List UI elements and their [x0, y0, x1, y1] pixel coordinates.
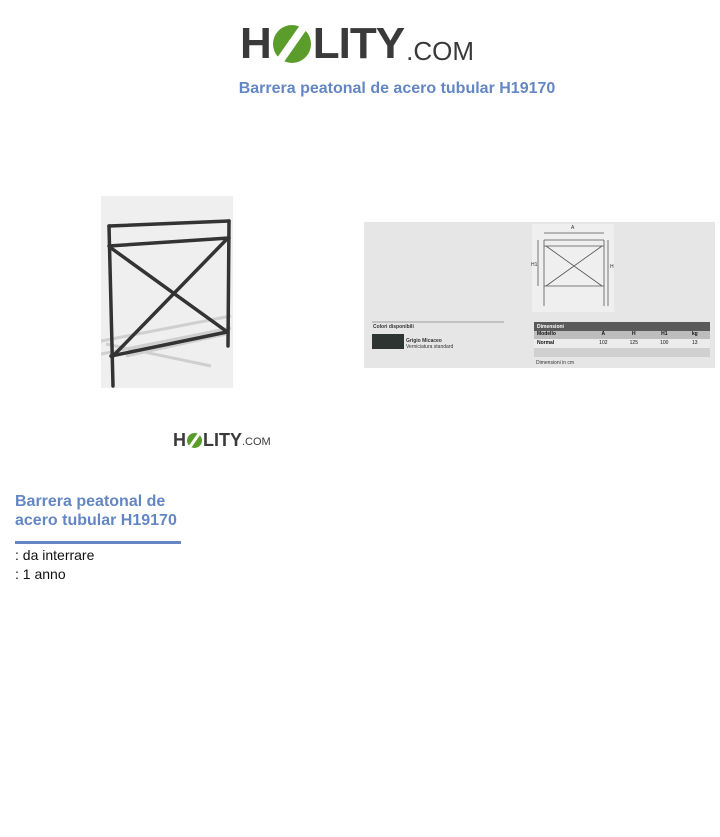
table-cell: 100: [660, 340, 669, 346]
brand-prefix: H: [240, 19, 271, 68]
table-cell: 125: [629, 340, 638, 346]
colors-heading: Colori disponibili: [373, 324, 414, 330]
dim-h1-label: H1: [531, 262, 538, 268]
technical-drawing: [364, 222, 715, 368]
brand-logo-small: [173, 428, 271, 452]
spec-line-warranty: : 1 anno: [15, 566, 66, 582]
brand-suffix: LITY: [312, 19, 405, 68]
brand-prefix: H: [173, 430, 186, 450]
spec-line-installation: : da interrare: [15, 547, 95, 563]
title-divider: [15, 541, 181, 544]
brand-domain: .COM: [242, 436, 271, 448]
page-title: Barrera peatonal de acero tubular H19170: [238, 80, 556, 97]
table-header-cell: kg: [691, 331, 698, 337]
table-header-cell: Modello: [537, 331, 556, 337]
product-title: Barrera peatonal de acero tubular H19170: [15, 493, 177, 529]
brand-domain: .COM: [406, 36, 474, 66]
table-header-cell: H: [632, 331, 636, 337]
table-row: [534, 340, 710, 346]
brand-o-icon: [273, 25, 311, 63]
dims-heading: Dimensioni: [537, 324, 564, 330]
color-note: Verniciatura standard: [406, 344, 454, 350]
color-name: Grigio Micaceo: [406, 338, 442, 344]
table-header-cell: H1: [661, 331, 668, 337]
table-cell: Normal: [537, 340, 555, 346]
dim-a-label: A: [571, 225, 575, 231]
brand-o-icon: [187, 433, 202, 448]
table-header-row: [534, 331, 710, 337]
table-header-cell: A: [601, 331, 606, 337]
dim-h-label: H: [610, 264, 614, 270]
brand-logo: [240, 12, 474, 76]
table-cell: 102: [599, 340, 608, 346]
product-photo: [101, 196, 233, 388]
brand-suffix: LITY: [203, 430, 242, 450]
units-note: Dimensioni in cm: [536, 360, 575, 366]
table-cell: 13: [691, 340, 698, 346]
barrier-image: [101, 196, 233, 388]
